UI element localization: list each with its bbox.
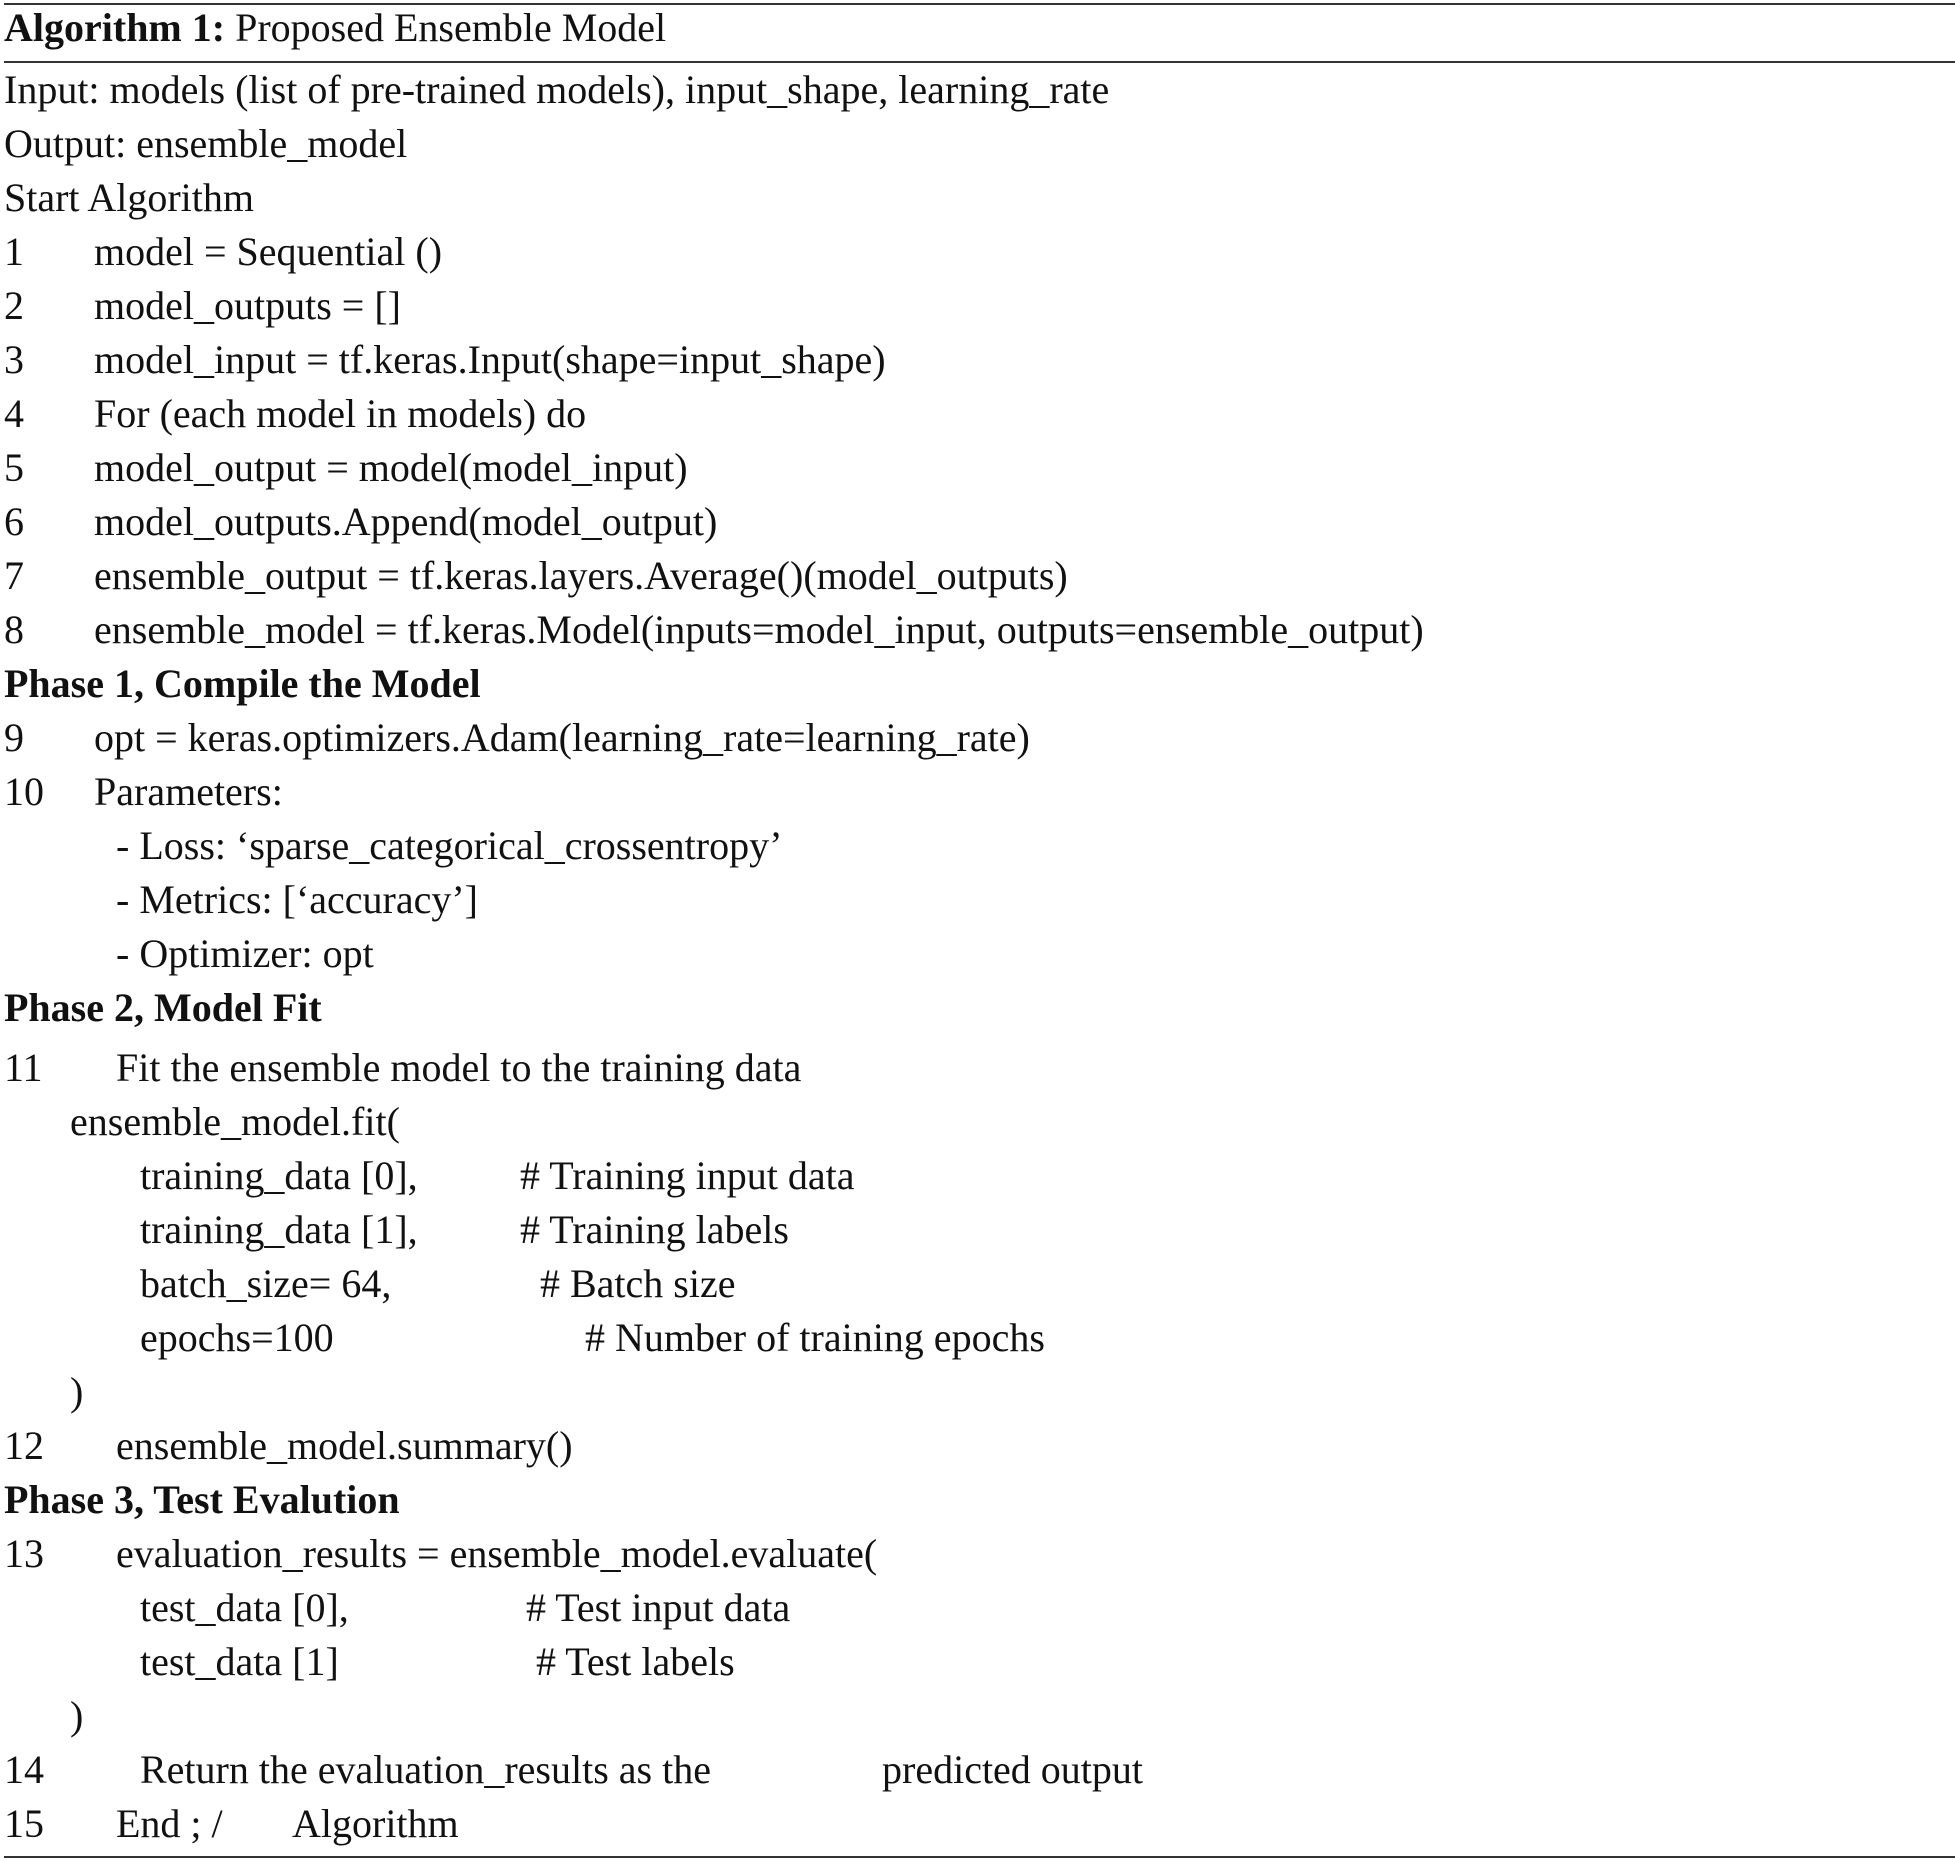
step-text: opt = keras.optimizers.Adam(learning_rate=learning_rate) (94, 715, 1030, 760)
algorithm-title (4, 4, 666, 52)
fit-arg: training_data [0], (140, 1153, 418, 1198)
step-number: 7 (4, 553, 24, 598)
step-text: evaluation_results = ensemble_model.evaluate( (116, 1531, 878, 1576)
step-number: 12 (4, 1423, 44, 1468)
fit-arg: epochs=100 (140, 1315, 334, 1360)
step-text: model_outputs = [] (94, 283, 401, 328)
phase-1-title: Phase 1, Compile the Model (4, 661, 481, 706)
param-optimizer: - Optimizer: opt (116, 931, 374, 976)
step-number: 3 (4, 337, 24, 382)
step-number: 6 (4, 499, 24, 544)
start-line: Start Algorithm (4, 175, 254, 220)
input-line: Input: models (list of pre-trained models), input_shape, learning_rate (4, 67, 1110, 112)
bottom-rule (4, 1856, 1955, 1858)
eval-arg: test_data [1] (140, 1639, 339, 1684)
step-number: 15 (4, 1801, 44, 1846)
step-number: 2 (4, 283, 24, 328)
step-text: Parameters: (94, 769, 283, 814)
step-text: ensemble_output = tf.keras.layers.Average()(model_outputs) (94, 553, 1068, 598)
step-text: ensemble_model = tf.keras.Model(inputs=model_input, outputs=ensemble_output) (94, 607, 1424, 652)
param-metrics: - Metrics: [‘accuracy’] (116, 877, 478, 922)
fit-arg: batch_size= 64, (140, 1261, 392, 1306)
step-text: model_output = model(model_input) (94, 445, 688, 490)
phase-3-title: Phase 3, Test Evalution (4, 1477, 400, 1522)
algorithm-name: Proposed Ensemble Model (235, 5, 667, 50)
fit-comment: # Batch size (540, 1261, 736, 1306)
eval-arg: test_data [0], (140, 1585, 349, 1630)
step-text-continued: Algorithm (292, 1801, 459, 1846)
step-text-continued: predicted output (882, 1747, 1144, 1792)
fit-call-open: ensemble_model.fit( (70, 1099, 400, 1144)
eval-comment: # Test input data (526, 1585, 791, 1630)
fit-comment: # Number of training epochs (585, 1315, 1045, 1360)
step-text: Fit the ensemble model to the training data (116, 1045, 802, 1090)
fit-comment: # Training input data (520, 1153, 855, 1198)
algorithm-label: Algorithm 1: (4, 5, 226, 50)
step-text: model_outputs.Append(model_output) (94, 499, 718, 544)
output-line: Output: ensemble_model (4, 121, 408, 166)
step-number: 4 (4, 391, 24, 436)
step-number: 9 (4, 715, 24, 760)
step-number: 13 (4, 1531, 44, 1576)
step-number: 10 (4, 769, 44, 814)
step-number: 14 (4, 1747, 44, 1792)
fit-arg: training_data [1], (140, 1207, 418, 1252)
step-number: 5 (4, 445, 24, 490)
step-number: 11 (4, 1045, 43, 1090)
fit-comment: # Training labels (520, 1207, 789, 1252)
step-text: model = Sequential () (94, 229, 443, 274)
eval-call-close: ) (70, 1693, 84, 1738)
step-text: Return the evaluation_results as the (140, 1747, 711, 1792)
step-text: For (each model in models) do (94, 391, 587, 436)
param-loss: - Loss: ‘sparse_categorical_crossentropy’ (116, 823, 783, 868)
phase-2-title: Phase 2, Model Fit (4, 985, 322, 1030)
step-number: 8 (4, 607, 24, 652)
header-rule (4, 61, 1955, 63)
fit-call-close: ) (70, 1369, 84, 1414)
step-number: 1 (4, 229, 24, 274)
step-text: End ; / (116, 1801, 223, 1846)
eval-comment: # Test labels (536, 1639, 735, 1684)
step-text: model_input = tf.keras.Input(shape=input_shape) (94, 337, 886, 382)
step-text: ensemble_model.summary() (116, 1423, 573, 1468)
